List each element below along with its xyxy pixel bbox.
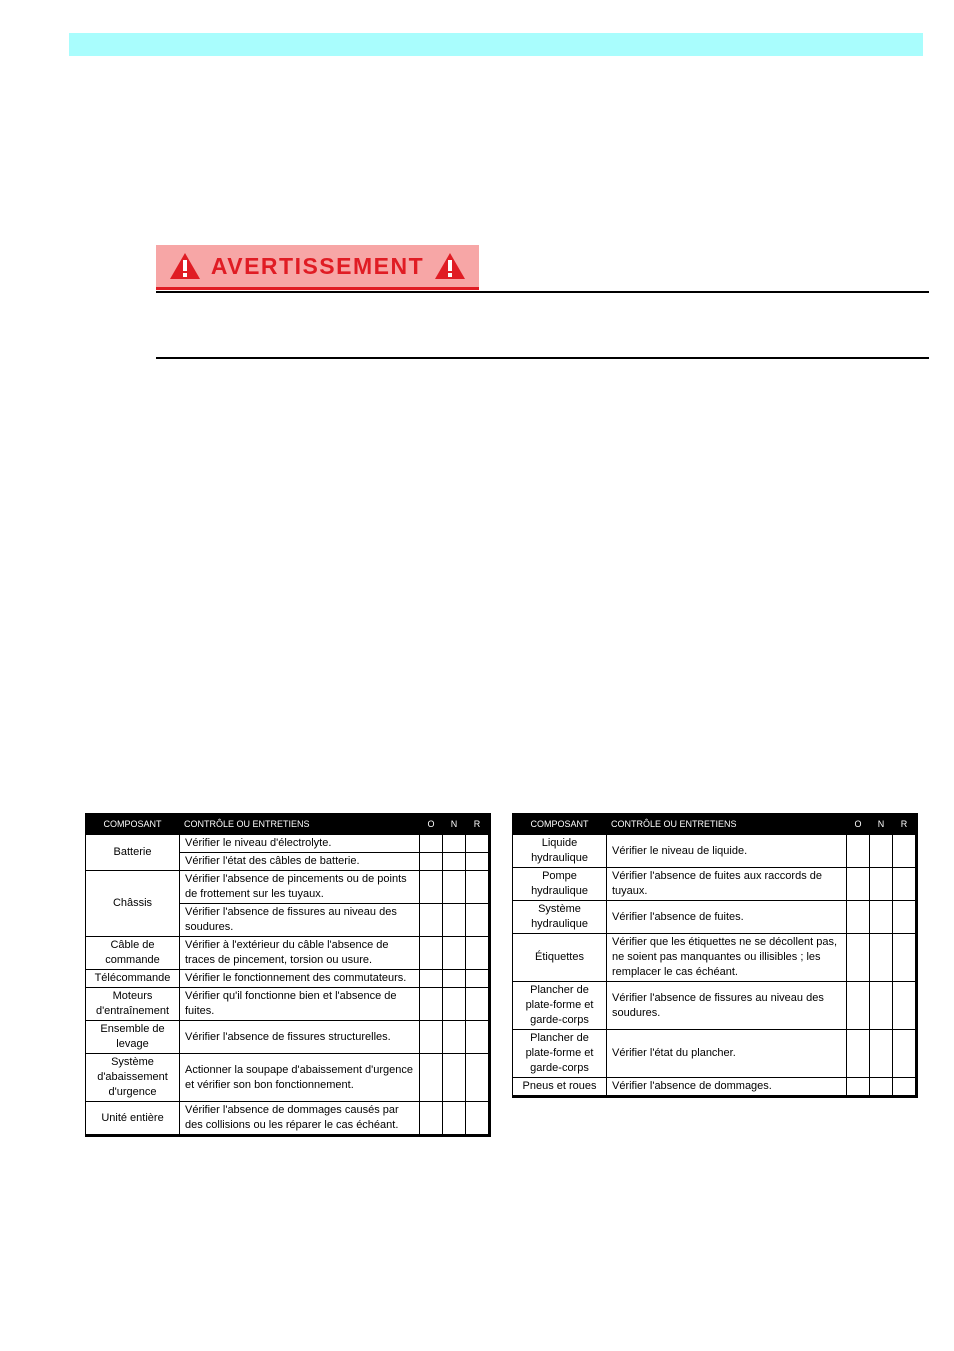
table-row — [513, 982, 917, 1030]
checkbox-r[interactable] — [893, 901, 917, 934]
check-cell: Vérifier qu'il fonctionne bien et l'absence de fuites. — [180, 988, 420, 1021]
table-row — [513, 901, 917, 934]
table-row — [86, 871, 490, 904]
component-cell: Unité entière — [86, 1102, 180, 1136]
checkbox-o[interactable] — [420, 988, 443, 1021]
check-cell: Vérifier l'état du plancher. — [607, 1030, 847, 1078]
check-cell: Vérifier l'absence de fuites. — [607, 901, 847, 934]
checkbox-r[interactable] — [466, 970, 490, 988]
header-component: COMPOSANT — [513, 814, 607, 835]
component-cell: Plancher de plate-forme et garde-corps — [513, 1030, 607, 1078]
checkbox-o[interactable] — [420, 835, 443, 853]
inspection-table-2 — [512, 813, 918, 1098]
component-cell: Liquide hydraulique — [513, 835, 607, 868]
warning-triangle-icon — [169, 252, 201, 280]
checkbox-o[interactable] — [847, 1030, 870, 1078]
header-component: COMPOSANT — [86, 814, 180, 835]
checkbox-r[interactable] — [893, 868, 917, 901]
checkbox-r[interactable] — [466, 835, 490, 853]
checkbox-n[interactable] — [443, 871, 466, 904]
header-check: CONTRÔLE OU ENTRETIENS — [607, 814, 847, 835]
check-cell: Vérifier l'absence de fissures structurelles. — [180, 1021, 420, 1054]
table-row — [513, 934, 917, 982]
checkbox-n[interactable] — [870, 982, 893, 1030]
check-cell: Vérifier l'absence de pincements ou de points de frottement sur les tuyaux. — [180, 871, 420, 904]
checkbox-n[interactable] — [443, 1021, 466, 1054]
checkbox-r[interactable] — [893, 1078, 917, 1097]
component-cell: Plancher de plate-forme et garde-corps — [513, 982, 607, 1030]
checkbox-r[interactable] — [466, 871, 490, 904]
checkbox-o[interactable] — [847, 934, 870, 982]
check-cell: Vérifier le niveau de liquide. — [607, 835, 847, 868]
checkbox-n[interactable] — [870, 934, 893, 982]
table-row — [513, 1078, 917, 1097]
checkbox-r[interactable] — [466, 1021, 490, 1054]
table-row — [86, 1054, 490, 1102]
checkbox-o[interactable] — [847, 901, 870, 934]
check-cell: Actionner la soupape d'abaissement d'urgence et vérifier son bon fonctionnement. — [180, 1054, 420, 1102]
checkbox-n[interactable] — [443, 937, 466, 970]
component-cell: Pompe hydraulique — [513, 868, 607, 901]
header-n: N — [870, 814, 893, 835]
component-cell: Système hydraulique — [513, 901, 607, 934]
table-row — [513, 835, 917, 868]
check-cell: Vérifier à l'extérieur du câble l'absence de traces de pincement, torsion ou usure. — [180, 937, 420, 970]
header-check: CONTRÔLE OU ENTRETIENS — [180, 814, 420, 835]
checkbox-o[interactable] — [420, 904, 443, 937]
checkbox-o[interactable] — [847, 982, 870, 1030]
check-cell: Vérifier le niveau d'électrolyte. — [180, 835, 420, 853]
check-cell: Vérifier l'absence de fuites aux raccords de tuyaux. — [607, 868, 847, 901]
table-row — [513, 868, 917, 901]
checkbox-r[interactable] — [466, 853, 490, 871]
component-cell: Ensemble de levage — [86, 1021, 180, 1054]
table-row — [86, 1021, 490, 1054]
component-cell: Pneus et roues — [513, 1078, 607, 1097]
checkbox-r[interactable] — [893, 934, 917, 982]
check-cell: Vérifier le fonctionnement des commutateurs. — [180, 970, 420, 988]
checkbox-n[interactable] — [443, 853, 466, 871]
table-row — [86, 835, 490, 853]
checkbox-n[interactable] — [443, 1054, 466, 1102]
component-cell: Système d'abaissement d'urgence — [86, 1054, 180, 1102]
header-n: N — [443, 814, 466, 835]
checkbox-o[interactable] — [847, 835, 870, 868]
checkbox-n[interactable] — [870, 1078, 893, 1097]
header-r: R — [893, 814, 917, 835]
header-band — [69, 33, 923, 56]
checkbox-n[interactable] — [443, 1102, 466, 1136]
checkbox-o[interactable] — [420, 853, 443, 871]
check-cell: Vérifier l'absence de fissures au niveau des soudures. — [180, 904, 420, 937]
checkbox-o[interactable] — [420, 937, 443, 970]
checkbox-o[interactable] — [420, 1054, 443, 1102]
warning-triangle-icon — [434, 252, 466, 280]
checkbox-n[interactable] — [870, 1030, 893, 1078]
component-cell: Étiquettes — [513, 934, 607, 982]
checkbox-r[interactable] — [893, 982, 917, 1030]
checkbox-o[interactable] — [420, 1021, 443, 1054]
header-r: R — [466, 814, 490, 835]
checkbox-r[interactable] — [893, 1030, 917, 1078]
checkbox-o[interactable] — [420, 970, 443, 988]
header-o: O — [420, 814, 443, 835]
check-cell: Vérifier l'absence de fissures au niveau des soudures. — [607, 982, 847, 1030]
checkbox-r[interactable] — [466, 904, 490, 937]
check-cell: Vérifier l'absence de dommages. — [607, 1078, 847, 1097]
component-cell: Batterie — [86, 835, 180, 871]
checkbox-n[interactable] — [870, 868, 893, 901]
table-row — [86, 970, 490, 988]
checkbox-o[interactable] — [420, 1102, 443, 1136]
checkbox-r[interactable] — [466, 988, 490, 1021]
inspection-table-1 — [85, 813, 491, 1137]
checkbox-r[interactable] — [893, 835, 917, 868]
checkbox-n[interactable] — [870, 835, 893, 868]
checkbox-r[interactable] — [466, 1054, 490, 1102]
check-cell: Vérifier l'absence de dommages causés par des collisions ou les réparer le cas échéant. — [180, 1102, 420, 1136]
header-o: O — [847, 814, 870, 835]
checkbox-o[interactable] — [847, 1078, 870, 1097]
component-cell: Télécommande — [86, 970, 180, 988]
check-cell: Vérifier que les étiquettes ne se décollent pas, ne soient pas manquantes ou illisibles ; les remplacer le cas échéant. — [607, 934, 847, 982]
checkbox-n[interactable] — [443, 835, 466, 853]
checkbox-n[interactable] — [443, 988, 466, 1021]
table-row — [86, 988, 490, 1021]
warning-bottom-rule — [156, 357, 929, 359]
checkbox-n[interactable] — [870, 901, 893, 934]
check-cell: Vérifier l'état des câbles de batterie. — [180, 853, 420, 871]
table-row — [86, 937, 490, 970]
checkbox-r[interactable] — [466, 937, 490, 970]
checkbox-o[interactable] — [420, 871, 443, 904]
checkbox-o[interactable] — [847, 868, 870, 901]
checkbox-n[interactable] — [443, 970, 466, 988]
component-cell: Châssis — [86, 871, 180, 937]
checkbox-n[interactable] — [443, 904, 466, 937]
table-row — [86, 1102, 490, 1136]
checkbox-r[interactable] — [466, 1102, 490, 1136]
component-cell: Moteurs d'entraînement — [86, 988, 180, 1021]
warning-top-rule — [156, 291, 929, 293]
component-cell: Câble de commande — [86, 937, 180, 970]
warning-label: AVERTISSEMENT — [210, 252, 425, 279]
table-row — [513, 1030, 917, 1078]
warning-banner — [156, 245, 479, 290]
